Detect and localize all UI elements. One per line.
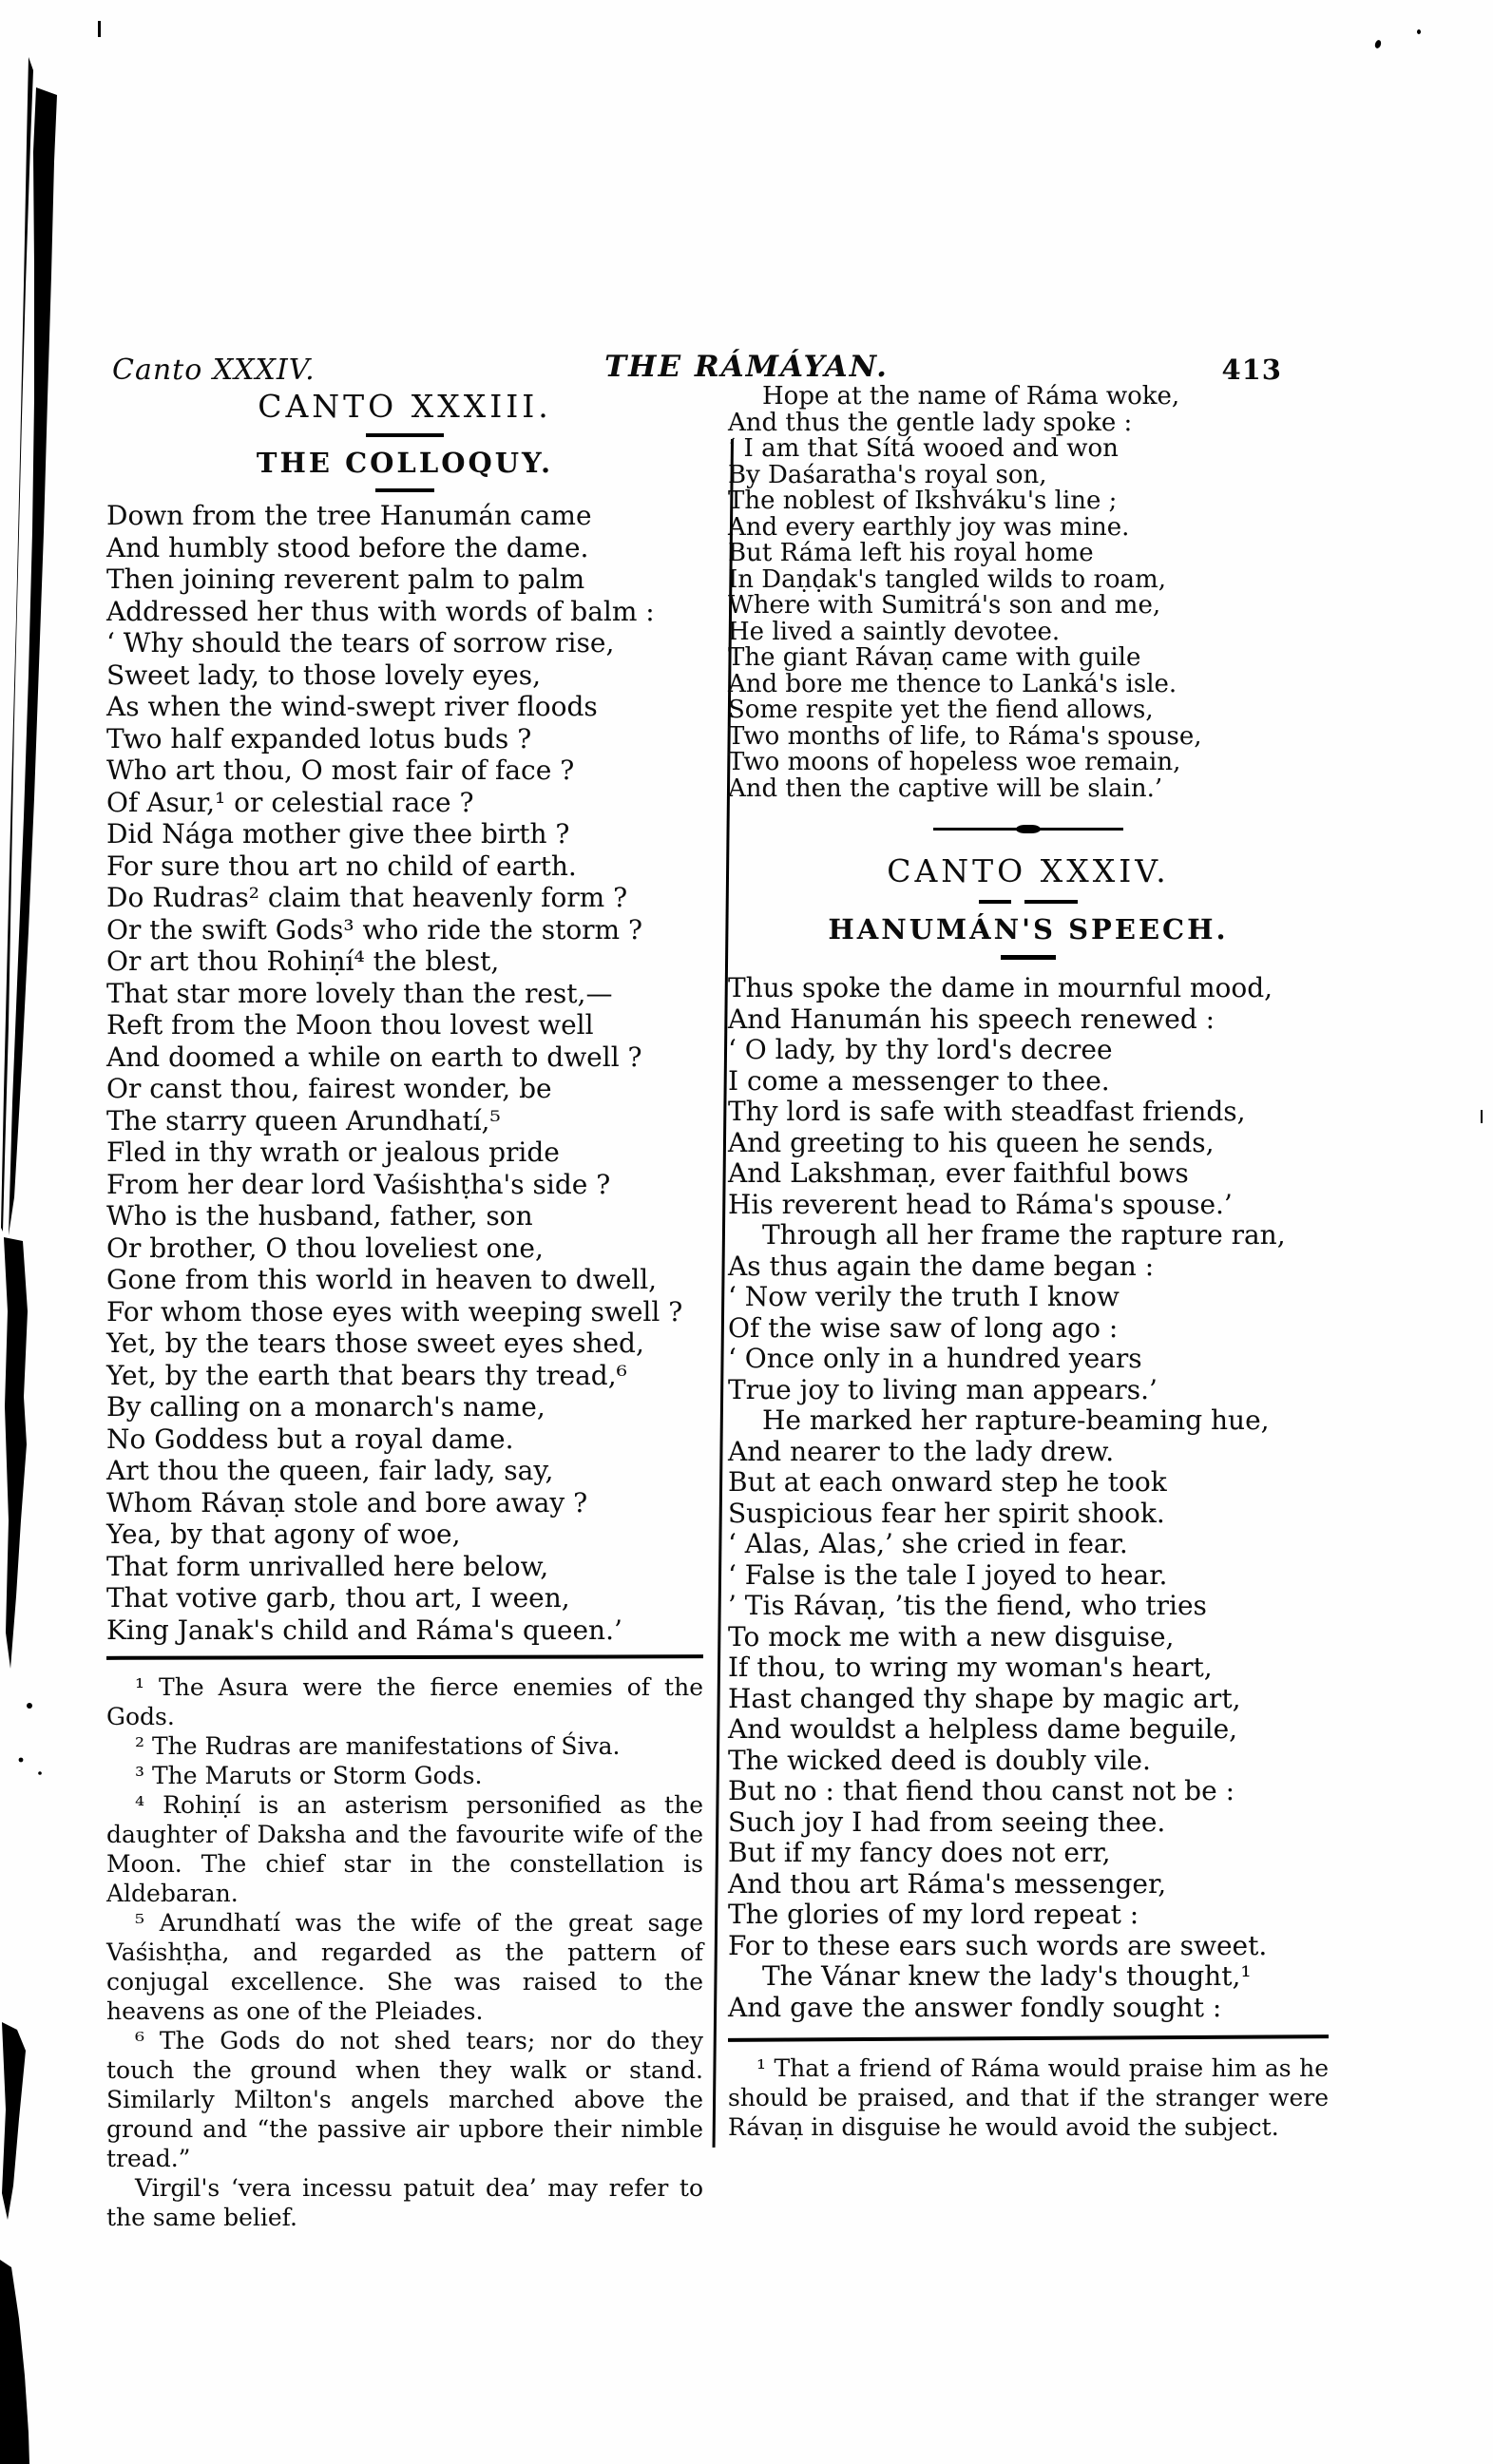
right-column: [728, 384, 1329, 2142]
poem-line: From her dear lord Vaśishṭha's side ?: [106, 1168, 611, 1200]
poem-line: For whom those eyes with weeping swell ?: [106, 1295, 683, 1328]
poem-line: Did Nága mother give thee birth ?: [106, 818, 570, 850]
poem-line: And every earthly joy was mine.: [728, 512, 1130, 542]
poem-line: Two half expanded lotus buds ?: [106, 722, 532, 754]
poem-line: ‘ O lady, by thy lord's decree: [728, 1034, 1113, 1065]
canto-34-heading: CANTO XXXIV.: [887, 852, 1170, 889]
scan-speck: [1481, 1110, 1483, 1123]
poem-line: Yet, by the earth that bears thy tread,⁶: [106, 1359, 627, 1391]
poem-line: Two months of life, to Ráma's spouse,: [728, 721, 1202, 751]
poem-line: That votive garb, thou art, I ween,: [106, 1582, 570, 1614]
canto-34-poem: [728, 973, 1329, 2023]
heading-rule: [1001, 955, 1056, 960]
poem-line: ‘ Now verily the truth I know: [728, 1281, 1120, 1312]
colloquy-heading: THE COLLOQUY.: [256, 447, 554, 479]
poem-line: Then joining reverent palm to palm: [106, 563, 585, 595]
ornament-diamond: [1016, 825, 1041, 833]
poem-line: He lived a saintly devotee.: [728, 617, 1061, 646]
poem-line: That form unrivalled here below,: [106, 1550, 549, 1582]
scan-speck: [1374, 39, 1382, 48]
footnote: Virgil's ‘vera incessu patuit dea’ may refer to the same belief.: [106, 2174, 703, 2231]
poem-line: By calling on a monarch's name,: [106, 1391, 546, 1423]
poem-line: Reft from the Moon thou lovest well: [106, 1009, 594, 1041]
poem-line: The giant Rávaṇ came with guile: [728, 643, 1141, 672]
heading-rule: [375, 488, 434, 492]
poem-line: Do Rudras² claim that heavenly form ?: [106, 882, 628, 913]
poem-line: Some respite yet the fiend allows,: [728, 696, 1154, 724]
poem-line: And doomed a while on earth to dwell ?: [106, 1041, 642, 1073]
poem-line: Hope at the name of Ráma woke,: [762, 382, 1180, 411]
poem-line: Such joy I had from seeing thee.: [728, 1805, 1166, 1838]
footnote-separator-rule: [728, 2034, 1329, 2042]
poem-line: Or the swift Gods³ who ride the storm ?: [106, 913, 643, 945]
poem-line: Who is the husband, father, son: [106, 1200, 533, 1232]
poem-line: And Hanumán his speech renewed :: [728, 1003, 1215, 1035]
poem-line: He marked her rapture-beaming hue,: [762, 1404, 1270, 1436]
poem-line: And Lakshmaṇ, ever faithful bows: [728, 1157, 1189, 1189]
poem-line: But Ráma left his royal home: [728, 539, 1094, 567]
header-page-number: 413: [1221, 353, 1282, 386]
poem-line: Fled in thy wrath or jealous pride: [106, 1136, 560, 1168]
poem-line: Two moons of hopeless woe remain,: [728, 748, 1181, 776]
heading-rule: [366, 433, 444, 437]
poem-line: Sweet lady, to those lovely eyes,: [106, 659, 542, 691]
poem-line: The Vánar knew the lady's thought,¹: [762, 1960, 1252, 1992]
poem-line: If thou, to wring my woman's heart,: [728, 1652, 1213, 1683]
poem-line: The wicked deed is doubly vile.: [728, 1744, 1151, 1776]
canto-33-poem: [106, 500, 703, 1646]
poem-line: And bore me thence to Lanká's isle.: [728, 669, 1177, 698]
right-footnotes: [728, 2053, 1329, 2142]
poem-line: Of the wise saw of long ago :: [728, 1311, 1119, 1344]
scan-speck: [1417, 29, 1421, 34]
poem-line: Thy lord is safe with steadfast friends,: [728, 1096, 1246, 1127]
poem-line: And nearer to the lady drew.: [728, 1435, 1115, 1467]
poem-line: Thus spoke the dame in mournful mood,: [728, 972, 1273, 1003]
footnote: ² The Rudras are manifestations of Śiva.: [135, 1732, 621, 1760]
poem-line: Addressed her thus with words of balm :: [106, 595, 655, 627]
poem-line: As when the wind-swept river floods: [106, 691, 598, 722]
poem-line: Yet, by the tears those sweet eyes shed,: [106, 1328, 644, 1359]
poem-line: Art thou the queen, fair lady, say,: [106, 1455, 554, 1486]
poem-line: Suspicious fear her spirit shook.: [728, 1497, 1165, 1529]
poem-line: To mock me with a new disguise,: [728, 1620, 1175, 1652]
poem-line: No Goddess but a royal dame.: [106, 1423, 514, 1455]
poem-line: Gone from this world in heaven to dwell,: [106, 1264, 658, 1295]
poem-line: For sure thou art no child of earth.: [106, 850, 577, 882]
poem-line: His reverent head to Ráma's spouse.’: [728, 1188, 1233, 1220]
poem-line: The starry queen Arundhatí,⁵: [106, 1104, 501, 1136]
poem-line: Of Asur,¹ or celestial race ?: [106, 786, 474, 818]
poem-line: And then the captive will be slain.’: [728, 774, 1163, 803]
heading-rule: [979, 900, 1078, 904]
footnote-separator-rule: [106, 1654, 703, 1660]
canto-33-poem-continued: [728, 384, 1329, 802]
poem-line: True joy to living man appears.’: [728, 1373, 1158, 1405]
poem-line: And thou art Ráma's messenger,: [728, 1867, 1167, 1900]
poem-line: Or art thou Rohiṇí⁴ the blest,: [106, 945, 500, 977]
poem-line: ‘ Once only in a hundred years: [728, 1343, 1142, 1374]
footnote: ⁶ The Gods do not shed tears; nor do they touch the ground when they walk or stand. Similarly Milton's angels marched above the ground and “the passive air upbore their nimble tread.”: [106, 2027, 703, 2172]
poem-line: And wouldst a helpless dame beguile,: [728, 1713, 1238, 1745]
poem-line: The noblest of Ikshváku's line ;: [728, 487, 1118, 515]
poem-line: ‘ Why should the tears of sorrow rise,: [106, 627, 615, 659]
poem-line: ‘ Alas, Alas,’ she cried in fear.: [728, 1528, 1128, 1559]
poem-line: King Janak's child and Ráma's queen.’: [106, 1614, 622, 1646]
left-footnotes: [106, 1672, 703, 2232]
poem-line: I come a messenger to thee.: [728, 1064, 1110, 1097]
poem-line: But at each onward step he took: [728, 1466, 1167, 1498]
poem-line: Through all her frame the rapture ran,: [762, 1219, 1286, 1251]
ornament-rule-left: [933, 828, 1018, 831]
scan-speck: [98, 21, 101, 37]
left-column: [106, 390, 703, 2232]
footnote: ⁴ Rohiṇí is an asterism personified as the daughter of Daksha and the favourite wife of the Moon. The chief star in the constellation is Aldebaran.: [106, 1791, 703, 1907]
poem-line: Or brother, O thou loveliest one,: [106, 1232, 544, 1264]
poem-line: For to these ears such words are sweet.: [728, 1929, 1268, 1961]
header-book-title: THE RÁMÁYAN.: [604, 350, 889, 384]
poem-line: Or canst thou, fairest wonder, be: [106, 1073, 552, 1104]
footnote: ¹ That a friend of Ráma would praise him as he should be praised, and that if the stranger were Rávaṇ in disguise he would avoid the subject.: [728, 2054, 1329, 2141]
poem-line: ‘ False is the tale I joyed to hear.: [728, 1558, 1168, 1591]
poem-line: But no : that fiend thou canst not be :: [728, 1775, 1235, 1806]
poem-line: And gave the answer fondly sought :: [728, 1991, 1222, 2023]
poem-line: Yea, by that agony of woe,: [106, 1519, 461, 1550]
poem-line: ’ Tis Rávaṇ, ’tis the fiend, who tries: [728, 1590, 1207, 1621]
hanuman-speech-heading: HANUMÁN'S SPEECH.: [828, 913, 1229, 945]
poem-line: Down from the tree Hanumán came: [106, 500, 592, 531]
poem-line: Where with Sumitrá's son and me,: [728, 591, 1161, 620]
footnote: ¹ The Asura were the fierce enemies of the Gods.: [106, 1673, 703, 1730]
poem-line: Who art thou, O most fair of face ?: [106, 754, 575, 786]
poem-line: By Daśaratha's royal son,: [728, 460, 1047, 489]
poem-line: And humbly stood before the dame.: [106, 531, 589, 563]
header-canto-label: Canto XXXIV.: [112, 353, 316, 387]
poem-line: In Daṇḍak's tangled wilds to roam,: [728, 564, 1166, 594]
ornament-rule-right: [1039, 828, 1123, 831]
footnote: ⁵ Arundhatí was the wife of the great sage Vaśishṭha, and regarded as the pattern of conjugal excellence. She was raised to the heavens as one of the Pleiades.: [106, 1909, 703, 2025]
canto-33-heading: CANTO XXXIII.: [258, 388, 552, 425]
ornament-divider: [933, 825, 1123, 833]
poem-line: Whom Rávaṇ stole and bore away ?: [106, 1486, 588, 1519]
footnote: ³ The Maruts or Storm Gods.: [135, 1762, 483, 1789]
poem-line: The glories of my lord repeat :: [728, 1899, 1139, 1930]
poem-line: Hast changed thy shape by magic art,: [728, 1682, 1241, 1714]
poem-line: As thus again the dame began :: [728, 1250, 1155, 1282]
poem-line: And thus the gentle lady spoke :: [728, 408, 1133, 437]
poem-line: ‘ I am that Sítá wooed and won: [728, 434, 1119, 463]
poem-line: But if my fancy does not err,: [728, 1837, 1111, 1868]
poem-line: And greeting to his queen he sends,: [728, 1126, 1215, 1158]
poem-line: That star more lovely than the rest,—: [106, 977, 613, 1009]
